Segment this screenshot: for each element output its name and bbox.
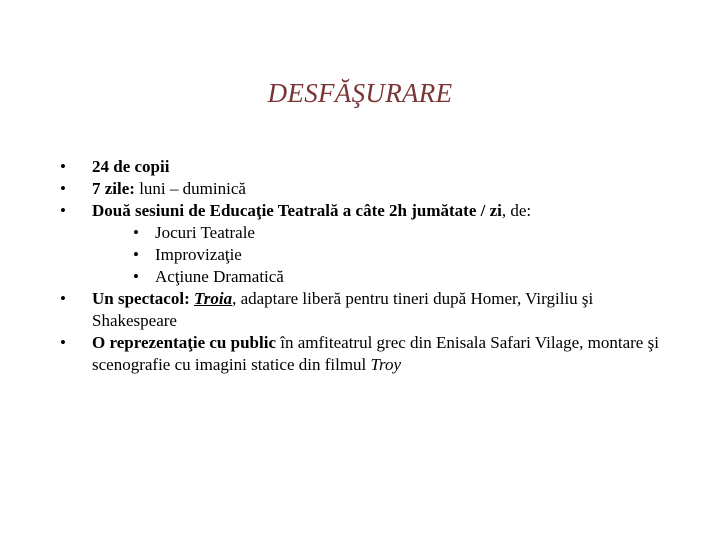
item-bold-text: 7 zile: — [92, 179, 135, 198]
item-text: , de: — [501, 201, 532, 220]
bullet-icon: • — [60, 333, 66, 352]
list-item — [60, 200, 660, 222]
item-bold-text: Două sesiuni de Educaţie Teatrală a câte 2h jumătate / zi — [92, 201, 502, 220]
sub-list-item — [60, 266, 660, 288]
bullet-icon: • — [60, 157, 66, 176]
bullet-icon: • — [133, 245, 139, 264]
list-item — [60, 178, 660, 200]
item-text: luni – duminică — [134, 179, 246, 198]
sub-item-text: Acţiune Dramatică — [155, 267, 284, 286]
film-title: Troy — [370, 355, 402, 374]
play-title: Troia — [193, 289, 233, 308]
bullet-list — [60, 156, 660, 376]
slide-title: DESFĂŞURARE — [267, 78, 453, 108]
bullet-icon: • — [60, 289, 66, 308]
item-text: , adaptare liberă pentru tineri după Homer, Virgiliu şi Shakespeare — [92, 289, 594, 330]
list-item — [60, 332, 660, 376]
item-bold-text: O reprezentaţie cu public — [92, 333, 276, 352]
sub-item-text: Improvizaţie — [155, 245, 242, 264]
sub-item-text: Jocuri Teatrale — [155, 223, 255, 242]
item-text: în amfiteatrul grec din Enisala Safari Vilage, montare şi scenografie cu imagini statice din filmul — [92, 333, 659, 374]
bullet-icon: • — [133, 223, 139, 242]
bullet-icon: • — [60, 201, 66, 220]
sub-list-item — [60, 244, 660, 266]
item-bold-text: Un spectacol: — [92, 289, 194, 308]
list-item — [60, 288, 660, 332]
list-item — [60, 156, 660, 178]
sub-list-item — [60, 222, 660, 244]
bullet-icon: • — [60, 179, 66, 198]
item-bold-text: 24 de copii — [92, 157, 170, 176]
bullet-icon: • — [133, 267, 139, 286]
